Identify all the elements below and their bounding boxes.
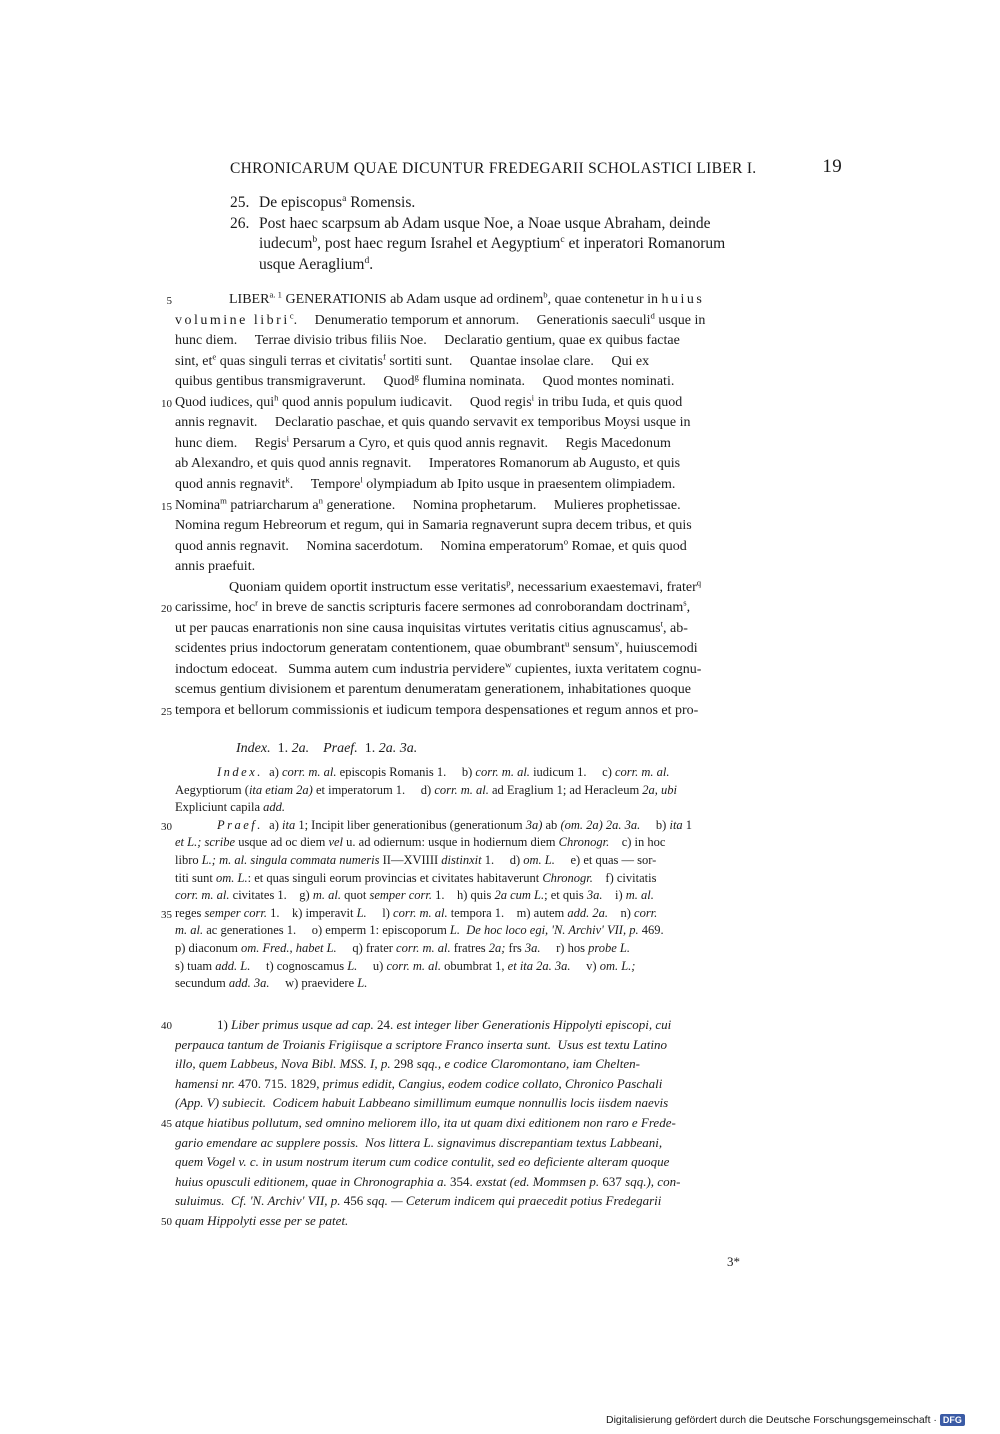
text-line: $LIBER^{a. 1}$ GENERATIONIS ab Adam usque ad ordinem$^b$, quae contenetur in huius bbox=[229, 292, 705, 307]
chapter-number: 25. bbox=[230, 194, 250, 211]
apparatus-line: Index. a) corr. m. al. episcopis Romanis 1. b) corr. m. al. iudicum 1. c) corr. m. al. bbox=[217, 765, 670, 779]
line-number: 50 bbox=[161, 1216, 172, 1228]
apparatus-line: reges semper corr. 1. k) imperavit L. l) corr. m. al. tempora 1. m) autem add. 2a. n) corr. bbox=[175, 905, 658, 920]
commentary-line: hamensi nr. 470. 715. 1829, primus edidit, Cangius, eodem codice collato, Chronico Paschali bbox=[175, 1075, 663, 1091]
chapter-text: usque Aeraglium$^d$. bbox=[259, 254, 374, 274]
text-line: scidentes prius indoctorum generatam contentionem, quae obumbrant$^u$ sensum$^v$, huiuscemodi bbox=[175, 641, 698, 657]
text-line: sint, $et^e$ quas singuli terras et civitatis$^f$ sortiti sunt. Quantae insolae clare. Qui ex bbox=[175, 353, 650, 369]
running-title: CHRONICARUM QUAE DICUNTUR FREDEGARII SCHOLASTICI LIBER I. bbox=[230, 160, 757, 177]
line-number: 35 bbox=[161, 908, 172, 921]
text-line: tempora et bellorum commissionis et iudicum tempora despensationes et regum annos et pro- bbox=[175, 703, 699, 718]
line-number: 15 bbox=[161, 500, 172, 513]
apparatus-line: Expliciunt capila add. bbox=[175, 800, 286, 815]
dfg-logo: DFG bbox=[940, 1414, 965, 1426]
text-line: Quod iudices, qui$^h$ quod annis populum iudicavit. Quod regis$^i$ in tribu Iuda, et quis quod bbox=[175, 394, 683, 410]
text-line: hunc diem. Terrae divisio tribus filiis Noe. Declaratio gentium, quae ex quibus factae bbox=[175, 333, 680, 349]
commentary-line: atque hiatibus pollutum, sed omnino meliorem illo, ita ut quam dixi editionem non raro e Frede- bbox=[175, 1115, 676, 1130]
commentary-line: gario emendare ac supplere possis. Nos littera L. signavimus discrepantiam textus Labbeani, bbox=[175, 1134, 663, 1150]
page-number: 19 bbox=[822, 156, 842, 177]
commentary-line: quam Hippolyti esse per se patet. bbox=[175, 1213, 349, 1228]
text-line: scemus gentium divisionem et parentum denumeratam generationem, inhabitationes quoque bbox=[175, 682, 691, 698]
line-number: 45 bbox=[161, 1118, 172, 1130]
apparatus-line: Aegyptiorum (ita etiam 2a) et imperatorum 1. d) corr. m. al. ad Eraglium 1; ad Heracleum 2a, ubi bbox=[175, 782, 678, 797]
line-number: 5 bbox=[166, 295, 172, 307]
text-line: ut per paucas enarrationis non sine causa inquisitas virtutes veritatis citius agnuscamus$^t$, ab- bbox=[175, 620, 688, 636]
chapter-text: Post haec scarpsum ab Adam usque Noe, a Noae usque Abraham, deinde bbox=[259, 214, 711, 232]
line-number: 10 bbox=[161, 397, 172, 410]
commentary-line: quem Vogel v. c. in usum nostrum iterum cum codice contulit, sed eo deficiente alteram quoque bbox=[175, 1154, 670, 1170]
apparatus-line: Praef. a) ita 1; Incipit liber generationibus (generationum 3a) ab (om. 2a) 2a. 3a. b) ita 1 bbox=[217, 817, 693, 832]
signature-mark: 3* bbox=[727, 1254, 740, 1269]
chapter-number: 26. bbox=[230, 214, 250, 232]
text-line: annis praefuit. bbox=[175, 559, 256, 575]
text-line: annis regnavit. Declaratio paschae, et quis quando servavit ex temporibus Moysi usque in bbox=[175, 415, 691, 431]
text-line: quibus gentibus transmigraverunt. Quod$^g$ flumina nominata. Quod montes nominati. bbox=[175, 374, 675, 390]
apparatus-line: libro L.; m. al. singula commata numeris II—XVIIII distinxit 1. d) om. L. e) et quas — sor- bbox=[175, 853, 657, 867]
funding-text: Digitalisierung gefördert durch die Deutsche Forschungsgemeinschaft · bbox=[606, 1414, 937, 1426]
text-line: quod annis regnavit. Nomina sacerdotum. Nomina emperatorum$^o$ Romae, et quis quod bbox=[175, 538, 687, 554]
text-line: carissime, hoc$^r$ in breve de sanctis scripturis facere sermones ad conroborandam doctrinam$^s$, bbox=[175, 600, 691, 616]
text-line: ab Alexandro, et quis quod annis regnavit. Imperatores Romanorum ab Augusto, et quis bbox=[175, 456, 681, 472]
text-line: hunc diem. Regis$^i$ Persarum a Cyro, et quis quod annis regnavit. Regis Macedonum bbox=[175, 435, 671, 451]
apparatus-line: p) diaconum om. Fred., habet L. q) frater corr. m. al. fratres 2a; frs 3a. r) hos probe L. bbox=[175, 941, 630, 955]
commentary-line: perpauca tantum de Troianis Frigiisque a scriptore Franco inserta sunt. Usus est textu Latino bbox=[175, 1036, 667, 1052]
commentary-line: illo, quem Labbeus, Nova Bibl. MSS. I, p. 298 sqq., e codice Claromontano, iam Chelten- bbox=[175, 1056, 640, 1072]
running-header bbox=[230, 156, 842, 182]
text-line: Nomina$^m$ patriarcharum $a^n$ generatione. Nomina prophetarum. Mulieres prophetissae. bbox=[175, 497, 681, 513]
text-line: Nomina regum Hebreorum et regum, qui in Samaria regnaverunt supra decem tribus, et quis bbox=[175, 518, 692, 534]
text-line: indoctum edoceat. Summa autem cum industria pervidere$^w$ cupientes, iuxta veritatem cognu- bbox=[175, 661, 702, 677]
commentary-line: 1) Liber primus usque ad cap. 24. est integer liber Generationis Hippolyti episcopi, cui bbox=[217, 1017, 672, 1032]
chapter-text: De episcopus$^a$ Romensis. bbox=[259, 192, 416, 211]
apparatus-line: s) tuam add. L. t) cognoscamus L. u) corr. m. al. obumbrat 1, et ita 2a. 3a. v) om. L.; bbox=[175, 958, 636, 973]
text-line: quod annis regnavit$^k$. Tempore$^l$ olympiadum ab Ipito usque in praesentem olimpiadem. bbox=[175, 476, 676, 492]
apparatus-line: corr. m. al. civitates 1. g) m. al. quot semper corr. 1. h) quis 2a cum L.; et quis 3a. i) m. al. bbox=[175, 888, 654, 903]
line-number: 25 bbox=[161, 706, 172, 718]
line-number: 20 bbox=[161, 603, 172, 616]
line-number: 30 bbox=[161, 820, 172, 833]
apparatus-line: titi sunt om. L.: et quas singuli eorum provincias et civitates habitaverunt Chronogr. f) civitatis bbox=[175, 870, 657, 885]
line-number: 40 bbox=[161, 1020, 172, 1032]
text-line: Quoniam quidem oportit instructum esse veritatis$^p$, necessarium exaestemavi, frater$^q$ bbox=[229, 579, 702, 595]
text-line: volumine libri$^c$. Denumeratio temporum et annorum. Generationis saeculi$^d$ usque in bbox=[175, 312, 706, 328]
commentary-line: (App. V) subiecit. Codicem habuit Labbeano simillimum eumque nonnullis locis iisdem naevis bbox=[175, 1095, 669, 1111]
commentary-line: suluimus. Cf. 'N. Archiv' VII, p. 456 sqq. — Ceterum indicem qui praecedit potius Fredegarii bbox=[175, 1193, 662, 1209]
apparatus-line: secundum add. 3a. w) praevidere L. bbox=[175, 976, 368, 991]
commentary-line: huius opusculi editionem, quae in Chronographia a. 354. exstat (ed. Mommsen p. 637 sqq.), con- bbox=[175, 1173, 681, 1189]
apparatus-line: m. al. ac generationes 1. o) emperm 1: episcoporum L. De hoc loco egi, 'N. Archiv' VII, p. 469. bbox=[175, 923, 664, 938]
chapter-text: iudecum$^b$, post haec regum Israhel et Aegyptium$^c$ et inperatori Romanorum bbox=[259, 234, 726, 253]
funding-footer bbox=[606, 1414, 965, 1426]
apparatus-line: et L.; scribe usque ad oc diem vel u. ad odiernum: usque in hodiernum diem Chronogr. c) in hoc bbox=[175, 835, 666, 850]
sources-line: Index. 1. 2a. Praef. 1. 2a. 3a. bbox=[236, 741, 418, 756]
